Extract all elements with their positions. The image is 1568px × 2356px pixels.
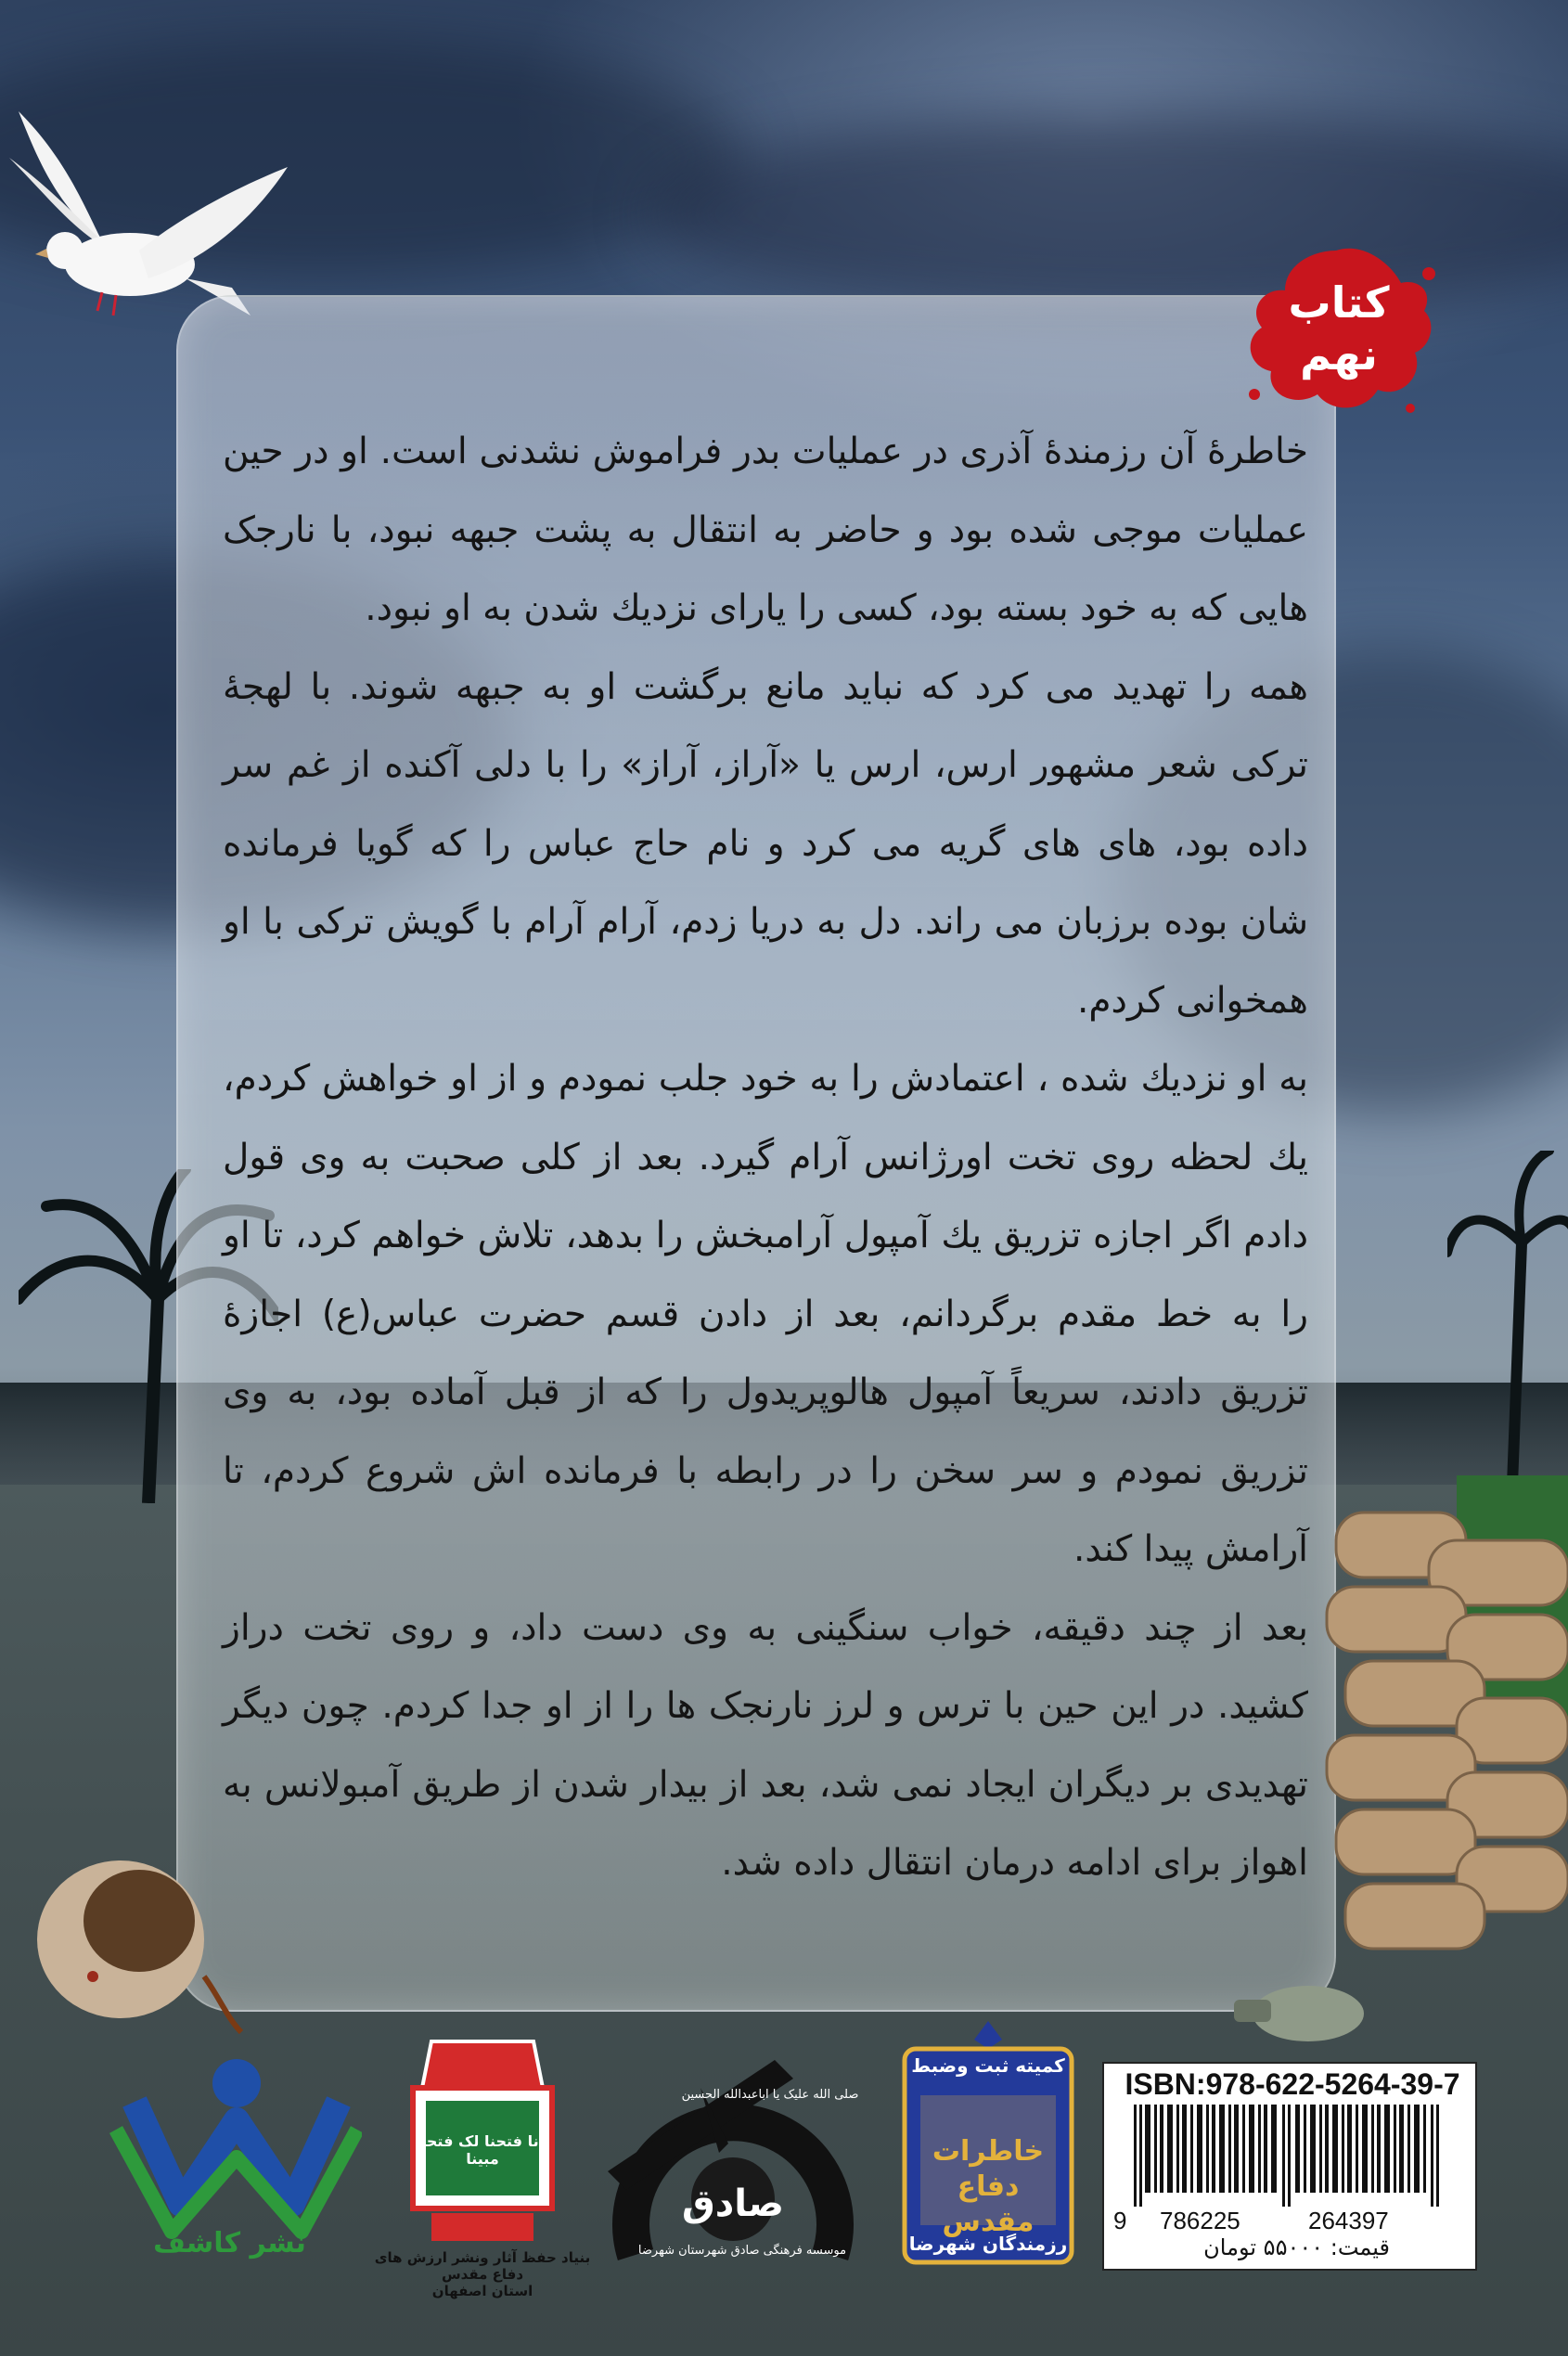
canteen-icon xyxy=(1225,1967,1373,2051)
kashef-publisher-name: نشر کاشف xyxy=(153,2227,306,2259)
khaterat-title: خاطرات دفاع مقدس xyxy=(932,2135,1045,2238)
bonyad-caption-line2: استان اصفهان xyxy=(431,2283,533,2299)
sadegh-institute-logo xyxy=(589,2032,872,2278)
sandbags-icon xyxy=(1317,1475,1568,1976)
isbn-label: ISBN:978-622-5264-39-7 xyxy=(1125,2067,1460,2101)
paragraph: به او نزدیك شده ، اعتمادش را به خود جلب نمودم و از او خواهش کردم، یك لحظه روی تخت اورژانس آرام گیرد. بعد از کلی صحبت به وی قول دادم اگر اجازه تزریق یك آمپول آرامبخش را بدهد، تلاش خواهم کرد، تا او را به خط مقدم برگردانم، بعد از دادن قسم حضرت عباس(ع) اجازهٔ تزریق دادند، سریعاً آمپول هالوپریدول را که از قبل آماده بود، به وی تزریق نمودم و سر سخن را در رابطه با فرمانده اش شروع کردم، تا آرامش پیدا کند. xyxy=(223,1058,1308,1570)
isbn-digits-left: 786225 xyxy=(1160,2207,1240,2234)
bonyad-caption-line1: بنیاد حفظ آثار ونشر ارزش های دفاع مقدس xyxy=(374,2249,591,2283)
isbn-digit-lead: 9 xyxy=(1113,2207,1127,2234)
khaterat-bottom-label: رزمندگان شهرضا xyxy=(908,2233,1068,2255)
price-label: قیمت: ۵۵۰۰۰ تومان xyxy=(1203,2234,1390,2260)
isbn-digits-right: 264397 xyxy=(1308,2207,1389,2234)
memoir-text xyxy=(223,413,1308,1903)
barcode-icon xyxy=(1134,2105,1459,2207)
badge-line1: کتاب xyxy=(1288,277,1390,328)
book-number-badge xyxy=(1260,277,1418,380)
bonyad-caption xyxy=(366,2249,598,2299)
palm-tree-icon xyxy=(1447,1151,1568,1485)
paragraph: بعد از چند دقیقه، خواب سنگینی به وی دست داد، و روی تخت دراز کشید. در این حین با ترس و لرز نارنجک ها را از او جدا کردم. چون دیگر تهدیدی بر دیگران ایجاد نمی شد، بعد از بیدار شدن از طریق آمبولانس به اهواز برای ادامه درمان انتقال داده شد. xyxy=(223,1606,1308,1884)
khaterat-top-label: کمیته ثبت وضبط xyxy=(911,2054,1065,2077)
sadegh-arc-text: صلی الله علیک یا اباعبدالله الحسین xyxy=(681,2088,859,2102)
bonyad-emblem-text: انا فتحنا لک فتحاً مبینا xyxy=(420,2132,545,2168)
paragraph: همه را تهدید می کرد که نباید مانع برگشت او به جبهه شوند. با لهجهٔ ترکی شعر مشهور ارس، ارس یا «آراز، آراز» را با دلی آکنده از غم سر داده بود، های های گریه می کرد و نام حاج عباس را که گویا فرمانده شان بوده برزبان می راند. دل به دریا زدم، آرام آرام با گویش ترکی با او همخوانی کردم. xyxy=(223,665,1308,1022)
paragraph: خاطرهٔ آن رزمندهٔ آذری در عملیات بدر فراموش نشدنی است. او در حین عملیات موجی شده بود و حاضر به انتقال به پشت جبهه نبود، با نارجک هایی که به خود بسته بود، کسی را یارای نزدیك شدن به او نبود. xyxy=(223,431,1308,629)
helmet-icon xyxy=(19,1837,251,2041)
sadegh-name: صادق xyxy=(682,2182,784,2225)
sadegh-caption: موسسه فرهنگی صادق شهرستان شهرضا xyxy=(637,2244,847,2258)
badge-line2: نهم xyxy=(1300,329,1378,380)
